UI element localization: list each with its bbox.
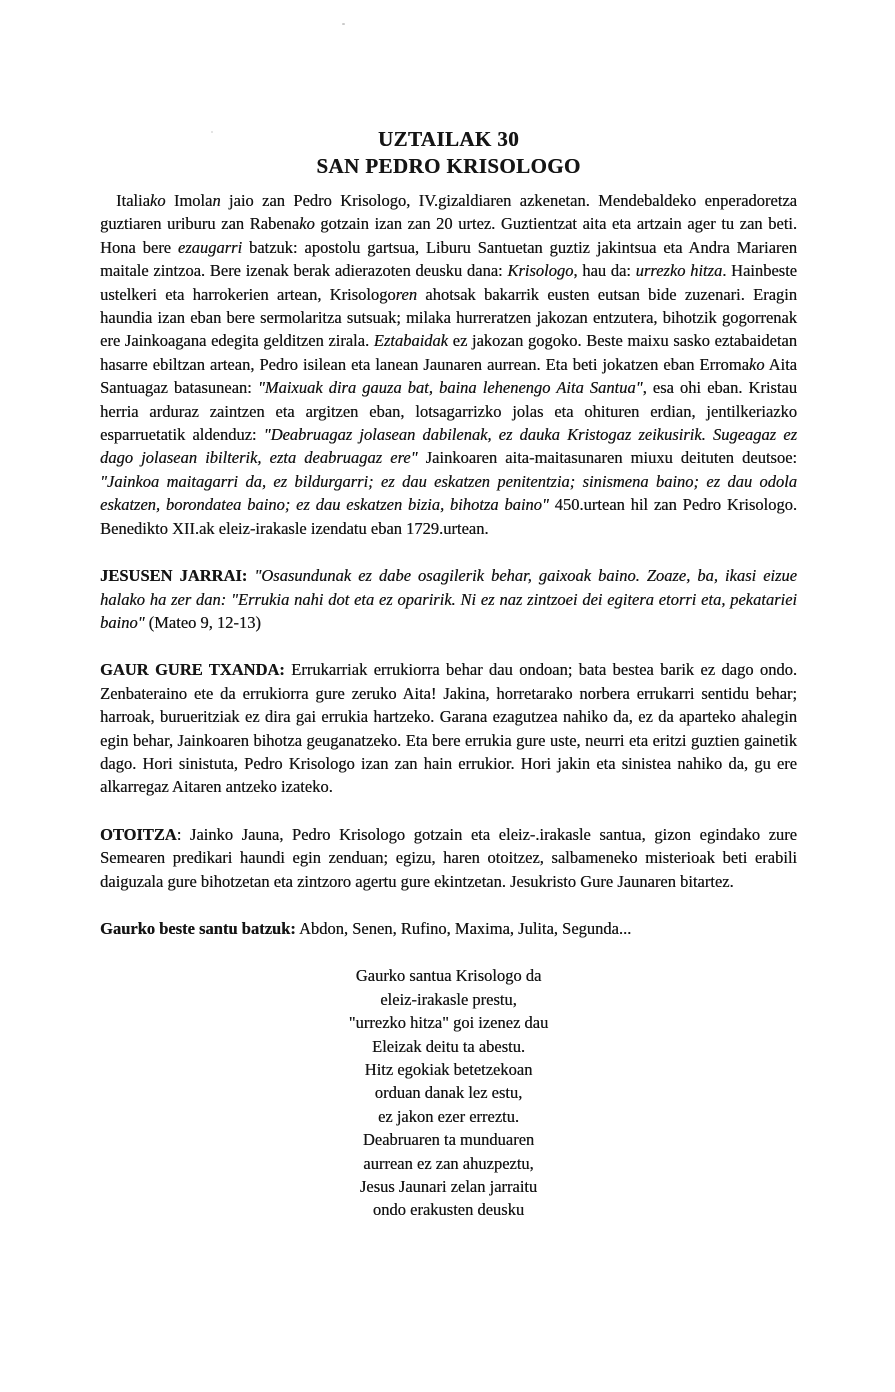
text-run: Jainkoaren aita-maitasunaren miuxu deituten deutsoe: [417, 448, 797, 468]
text-run: jaio zan Pedro Krisologo, IV.gizaldiaren azkenetan. Mendebaldeko enperadoretza guztiaren uriburu zan Rabena [100, 191, 797, 234]
text-run: Aita Santuagaz batasunean: [100, 354, 798, 398]
text-run: Abdon, Senen, Rufino, Maxima, Julita, Segunda... [295, 918, 632, 938]
text-run: . Hainbeste ustelkeri eta harrokerien artean, Krisologo [100, 261, 798, 304]
paragraph-otoitza [100, 823, 797, 893]
text-run: Eztabaidak [373, 331, 448, 351]
scan-speck [342, 23, 345, 25]
date-title: UZTAILAK 30 [377, 127, 520, 151]
saint-title: SAN PEDRO KRISOLOGO [316, 154, 581, 178]
text-run: JESUSEN JARRAI: [100, 566, 248, 586]
poem-line: Eleizak deitu ta abestu. [371, 1036, 526, 1056]
text-run: ko [149, 191, 166, 210]
text-run: "Maixuak dira gauza bat, baina lehenengo Aita Santua" [257, 378, 643, 398]
paragraph-intro [100, 189, 797, 540]
poem-line: ondo erakusten deusku [372, 1200, 525, 1220]
poem-line: Gaurko santua Krisologo da [355, 966, 542, 986]
text-run: ko [748, 354, 765, 374]
text-run: OTOITZA [100, 824, 177, 844]
paragraph-gaur-gure-txanda [100, 658, 797, 798]
document-header [100, 126, 797, 180]
text-run: Imola [165, 191, 213, 210]
poem-line: Jesus Jaunari zelan jarraitu [359, 1177, 538, 1197]
text-block [100, 126, 797, 1222]
document-body [100, 189, 797, 940]
text-run: GAUR GURE TXANDA: [100, 660, 285, 680]
text-run: "Osasundunak ez dabe osagilerik behar, gaixoak baino. Zoaze, ba, ikasi eizue halako ha zer dan: "Errukia nahi dot eta ez oparirik. Ni ez naz zintzoei dei egitera etorri eta, pekatariei baino" [100, 566, 797, 632]
poem-line: orduan danak lez estu, [374, 1083, 523, 1103]
text-run: Gaurko beste santu batzuk: [100, 918, 296, 938]
poem-line: Hitz egokiak betetzekoan [364, 1060, 533, 1079]
text-run: gotzain izan zan 20 urtez. Guztientzat aita eta artzain ager tu zan beti. Hona bere [100, 214, 797, 257]
poem-line: eleiz-irakasle prestu, [380, 989, 517, 1009]
text-run: Errukarriak errukiorra behar dau ondoan; bata bestea barik ez dago ondo. Zenbateraino ete da errukiorra gure zeruko Aita! Jakina, horretarako norbera errukarri sentidu behar; harroak, burueritziak ez dira gai errukia hartzeko. Garana ezagutzea nahiko da, ez da aparteko ahalegin egin behar, Jainkoaren bihotza geuganatzeko. Eta bere errukia gure uste, neurri eta eritzi guztien gainetik dago. Hori sinistuta, Pedro Krisologo izan zan hain errukior. Hori jakin eta sinistea nahiko da, gu ere alkarregaz Aitaren antzeko izateko. [100, 660, 797, 797]
text-run: urrezko hitza [635, 261, 723, 281]
text-run: , esa ohi eban. Kristau herria arduraz zaintzen eta argitzen eban, lotsagarrizko jolas eta ohituren erdian, jentilkeriazko esparruetatik aldenduz: [100, 378, 797, 445]
poem-line: ez jakon ezer erreztu. [377, 1106, 520, 1126]
text-run: ez jakozan gogoko. Beste maixu sasko eztabaidetan hasarre ebiltzan artean, Pedro isilean eta lanean Jaunaren aurrean. Eta beti jokatzen eban Erroma [100, 331, 797, 374]
text-run: 450.urtean hil zan Pedro Krisologo. Benedikto XII.ak eleiz-irakasle izendatu eban 1729.urtean. [100, 495, 797, 538]
text-run: "Jainkoa maitagarri da, ez bildurgarri; ez dau eskatzen penitentzia; sinismena baino; ez dau odola eskatzen, borondatea baino; ez dau eskatzen bizia, bihotza baino" [100, 471, 797, 515]
text-run: , hau da: [573, 261, 636, 281]
text-run: n [212, 191, 221, 210]
poem-line: "urrezko hitza" goi izenez dau [348, 1013, 549, 1033]
text-run: "Deabruagaz jolasean dabilenak, ez dauka Kristogaz zeikusirik. Sugeagaz ez dago jolasean ibilterik, ezta deabruagaz ere" [100, 425, 797, 468]
paragraph-jesusen-jarrai [100, 564, 797, 634]
poem-line: aurrean ez zan ahuzpeztu, [363, 1153, 534, 1173]
poem [100, 964, 797, 1221]
text-run: Italia [116, 191, 150, 210]
text-run: Krisologo [507, 261, 574, 281]
poem-line: Deabruaren ta munduaren [362, 1130, 535, 1150]
text-run: batzuk: apostolu gartsua, Liburu Santuetan guztiz jakintsua eta Andra Mariaren maitale zintzoa. Bere izenak berak adierazoten deusku dana: [100, 237, 797, 281]
text-run: : Jainko Jauna, Pedro Krisologo gotzain eta eleiz-.irakasle santua, gizon egindako zure Semearen predikari haundi egin zenduan; egizu, haren otoitzez, salbameneko misterioak beti erabili daiguzala gure bihotzetan eta zintzoro agertu gure ekintzetan. Jesukristo Gure Jaunaren bitartez. [100, 824, 797, 891]
text-run: (Mateo 9, 12-13) [144, 612, 261, 632]
text-run: ezaugarri [177, 237, 243, 257]
text-run: ahotsak bakarrik eusten eutsan bide zuzenari. Eragin haundia izan eban bere sermolaritza sutsuak; milaka hurreratzen jakozan entzutera, bihotzik gogorrenak ere Jainkoagana edegita gelditzen zirala. [100, 284, 797, 351]
text-run: ren [395, 284, 417, 304]
paragraph-beste-santuak [100, 917, 797, 940]
text-run: ko [299, 214, 315, 234]
